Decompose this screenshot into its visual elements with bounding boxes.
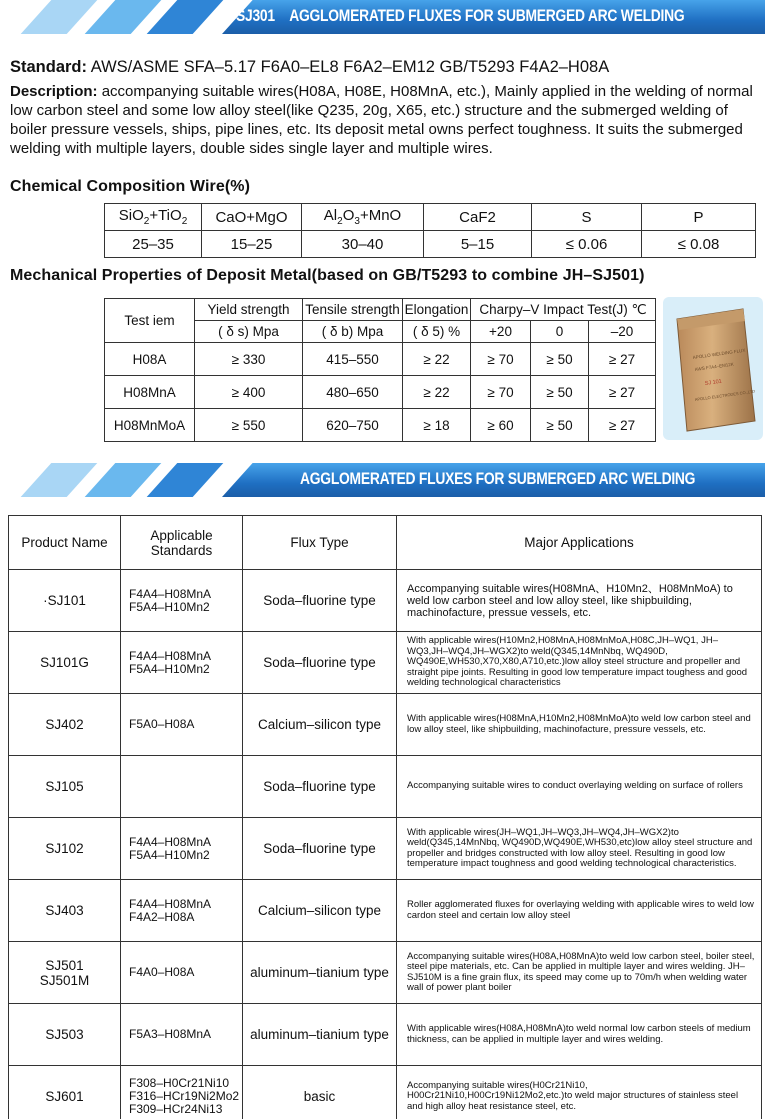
product-name: SJ503	[9, 1004, 121, 1066]
header-major-applications: Major Applications	[397, 516, 762, 570]
flux-bag-image	[663, 297, 763, 440]
mech-cell: ≥ 27	[589, 409, 656, 442]
mech-temp: –20	[589, 321, 656, 343]
product-name: ·SJ101	[9, 570, 121, 632]
mech-cell: H08MnMoA	[105, 409, 195, 442]
banner-stripe	[147, 0, 224, 34]
product-standards	[121, 756, 243, 818]
product-name: SJ102	[9, 818, 121, 880]
standard-label: Standard:	[10, 58, 88, 76]
header-applicable-standards: Applicable Standards	[121, 516, 243, 570]
banner-stripe	[21, 463, 98, 497]
product-flux-type: Soda–fluorine type	[243, 818, 397, 880]
standard-value: AWS/ASME SFA–5.17 F6A0–EL8 F6A2–EM12 GB/T5293 F4A2–H08A	[90, 58, 610, 76]
chem-value: 25–35	[105, 231, 202, 258]
mech-sub-tensile: ( δ b) Mpa	[303, 321, 403, 343]
mech-cell: ≥ 22	[403, 343, 471, 376]
bag-line-3: SJ 101	[704, 378, 723, 387]
product-flux-type: Soda–fluorine type	[243, 570, 397, 632]
banner-title: AGGLOMERATED FLUXES FOR SUBMERGED ARC WELDING	[300, 470, 696, 488]
banner-stripe	[21, 0, 98, 34]
chem-value: 15–25	[202, 231, 302, 258]
chem-values-row	[105, 231, 756, 258]
banner-title	[236, 0, 684, 34]
product-row	[9, 1066, 762, 1119]
chem-value: ≤ 0.06	[532, 231, 642, 258]
products-header-row	[9, 516, 762, 570]
product-name: SJ402	[9, 694, 121, 756]
product-row	[9, 880, 762, 942]
product-row	[9, 632, 762, 694]
product-standards: F4A4–H08MnA F5A4–H10Mn2	[121, 818, 243, 880]
mech-header-tensile: Tensile strength	[303, 299, 403, 321]
description-label: Description:	[10, 83, 98, 100]
product-standards: F5A0–H08A	[121, 694, 243, 756]
mech-cell: H08A	[105, 343, 195, 376]
mech-sub-elongation: ( δ 5) %	[403, 321, 471, 343]
top-banner	[0, 0, 765, 34]
chem-value: 30–40	[302, 231, 424, 258]
chem-header-s: S	[532, 204, 642, 231]
bag-line-1: APOLLO WELDING FLUX	[692, 347, 746, 360]
second-banner	[0, 463, 765, 497]
mech-cell: 620–750	[303, 409, 403, 442]
mech-cell: ≥ 27	[589, 343, 656, 376]
mech-table	[104, 298, 656, 442]
product-row	[9, 818, 762, 880]
product-name: SJ403	[9, 880, 121, 942]
product-name: SJ501 SJ501M	[9, 942, 121, 1004]
mech-cell: ≥ 22	[403, 376, 471, 409]
product-standards: F4A4–H08MnA F4A2–H08A	[121, 880, 243, 942]
product-name: SJ601	[9, 1066, 121, 1119]
product-applications: With applicable wires(JH–WQ1,JH–WQ3,JH–WQ4,JH–WGX2)to weld(Q345,14MnNbq, WQ490D,WQ490E,WH530,etc)low alloy steel structure and propeller and bridges constructed with low alloy steel. Resulting in good low temperature impact toughness and good welding technological characteristics.	[397, 818, 762, 880]
product-row	[9, 756, 762, 818]
header-product-name: Product Name	[9, 516, 121, 570]
mech-cell: ≥ 330	[195, 343, 303, 376]
mech-cell: ≥ 550	[195, 409, 303, 442]
mech-header-test-item: Test iem	[105, 299, 195, 343]
chem-header-al2o3-mno: $Al_2O_3+MnO$	[302, 204, 424, 231]
product-applications: Accompanying suitable wires(H08MnA、H10Mn2、H08MnMoA) to weld low carbon steel and low alloy steel, like shipbuilding, machinofacture, pressue vessels, etc.	[397, 570, 762, 632]
product-applications: Accompanying suitable wires to conduct overlaying welding on surface of rollers	[397, 756, 762, 818]
product-flux-type: aluminum–tianium type	[243, 1004, 397, 1066]
mech-row	[105, 343, 656, 376]
mech-heading: Mechanical Properties of Deposit Metal(based on GB/T5293 to combine JH–SJ501)	[10, 267, 645, 284]
product-flux-type: Calcium–silicon type	[243, 694, 397, 756]
product-flux-type: Calcium–silicon type	[243, 880, 397, 942]
mech-cell: ≥ 70	[471, 376, 531, 409]
product-applications: With applicable wires(H08A,H08MnA)to weld normal low carbon steels of medium thickness, can be applied in multiple layer and wires welding.	[397, 1004, 762, 1066]
chem-heading: Chemical Composition Wire(%)	[10, 178, 251, 195]
mech-cell: ≥ 50	[531, 343, 589, 376]
mech-cell: ≥ 18	[403, 409, 471, 442]
product-standards: F5A3–H08MnA	[121, 1004, 243, 1066]
mech-row	[105, 376, 656, 409]
product-standards: F4A0–H08A	[121, 942, 243, 1004]
product-row	[9, 1004, 762, 1066]
banner-stripe	[147, 463, 224, 497]
product-flux-type: Soda–fluorine type	[243, 756, 397, 818]
mech-temp: +20	[471, 321, 531, 343]
product-applications: Accompanying suitable wires(H08A,H08MnA)to weld low carbon steel, boiler steel, steel pipe materials, etc. Can be applied in multiple layer and wires welding. JH–SJ510M is a fine grain flux, its speed may come up to 70m/h when welding water wall of power plant boiler	[397, 942, 762, 1004]
product-flux-type: basic	[243, 1066, 397, 1119]
chem-header-row	[105, 204, 756, 231]
mech-row	[105, 409, 656, 442]
mech-cell: ≥ 50	[531, 409, 589, 442]
chem-table	[104, 203, 756, 258]
bag-line-4: APOLLO ELECTRODES CO.,LTD	[694, 388, 756, 402]
mech-cell: ≥ 27	[589, 376, 656, 409]
description	[10, 82, 762, 158]
mech-header-row	[105, 299, 656, 321]
chem-header-caf2: CaF2	[424, 204, 532, 231]
chem-header-p: P	[642, 204, 756, 231]
product-applications: With applicable wires(H08MnA,H10Mn2,H08MnMoA)to weld low carbon steel and low alloy steel, like shipbuilding, machinofacture, pressure vessels, etc.	[397, 694, 762, 756]
chem-header-sio2-tio2: SiO$_2$+TiO$_2$	[105, 204, 202, 231]
mech-sub-yield: ( δ s) Mpa	[195, 321, 303, 343]
mech-cell: H08MnA	[105, 376, 195, 409]
mech-header-impact: Charpy–V Impact Test(J) ℃	[471, 299, 656, 321]
product-row	[9, 942, 762, 1004]
products-table	[8, 515, 762, 1119]
mech-cell: 415–550	[303, 343, 403, 376]
product-applications: Roller agglomerated fluxes for overlaying welding with applicable wires to weld low cardon steel and certain low alloy steel	[397, 880, 762, 942]
mech-cell: ≥ 400	[195, 376, 303, 409]
banner-title-text: AGGLOMERATED FLUXES FOR SUBMERGED ARC WELDING	[289, 7, 685, 25]
product-standards: F308–H0Cr21Ni10 F316–HCr19Ni2Mo2 F309–HCr24Ni13	[121, 1066, 243, 1119]
mech-cell: ≥ 70	[471, 343, 531, 376]
header-flux-type: Flux Type	[243, 516, 397, 570]
product-flux-type: aluminum–tianium type	[243, 942, 397, 1004]
product-applications: Accompanying suitable wires(H0Cr21Ni10, H00Cr21Ni10,H00Cr19Ni12Mo2,etc.)to weld major structures of stainless steel and high alloy heat resistance steel, etc.	[397, 1066, 762, 1119]
product-name: SJ101G	[9, 632, 121, 694]
mech-cell: ≥ 50	[531, 376, 589, 409]
mech-cell: 480–650	[303, 376, 403, 409]
mech-header-yield: Yield strength	[195, 299, 303, 321]
mech-temp: 0	[531, 321, 589, 343]
product-row	[9, 570, 762, 632]
product-flux-type: Soda–fluorine type	[243, 632, 397, 694]
product-row	[9, 694, 762, 756]
mech-cell: ≥ 60	[471, 409, 531, 442]
chem-header-cao-mgo: CaO+MgO	[202, 204, 302, 231]
product-applications: With applicable wires(H10Mn2,H08MnA,H08MnMoA,H08C,JH–WQ1, JH–WQ3,JH–WQ4,JH–WGX2)to weld(Q345,14MnNbq, WQ490D, WQ490E,WH530,X70,X80,A710,etc.)low alloy steel structure and propeller and straight pipe joints. Resulting in good low temperature impact toughess and good welding technological characteristics	[397, 632, 762, 694]
product-code: SJ301	[236, 7, 275, 25]
chem-value: ≤ 0.08	[642, 231, 756, 258]
chem-value: 5–15	[424, 231, 532, 258]
product-standards: F4A4–H08MnA F5A4–H10Mn2	[121, 632, 243, 694]
product-name: SJ105	[9, 756, 121, 818]
bag-line-2: AWS F7A4–EM12K	[694, 361, 735, 372]
mech-header-elongation: Elongation	[403, 299, 471, 321]
description-text: accompanying suitable wires(H08A, H08E, H08MnA, etc.), Mainly applied in the welding of normal low carbon steel and some low alloy steel(like Q235, 20g, X65, etc.) structure and the submerged welding of boiler pressure vessels, ships, pipe lines, etc. Its deposit metal owns perfect toughness. It suits the submerged welding with multiple layers, double sides single layer and multiple wires.	[10, 83, 753, 157]
standard-line	[10, 58, 609, 77]
product-standards: F4A4–H08MnA F5A4–H10Mn2	[121, 570, 243, 632]
